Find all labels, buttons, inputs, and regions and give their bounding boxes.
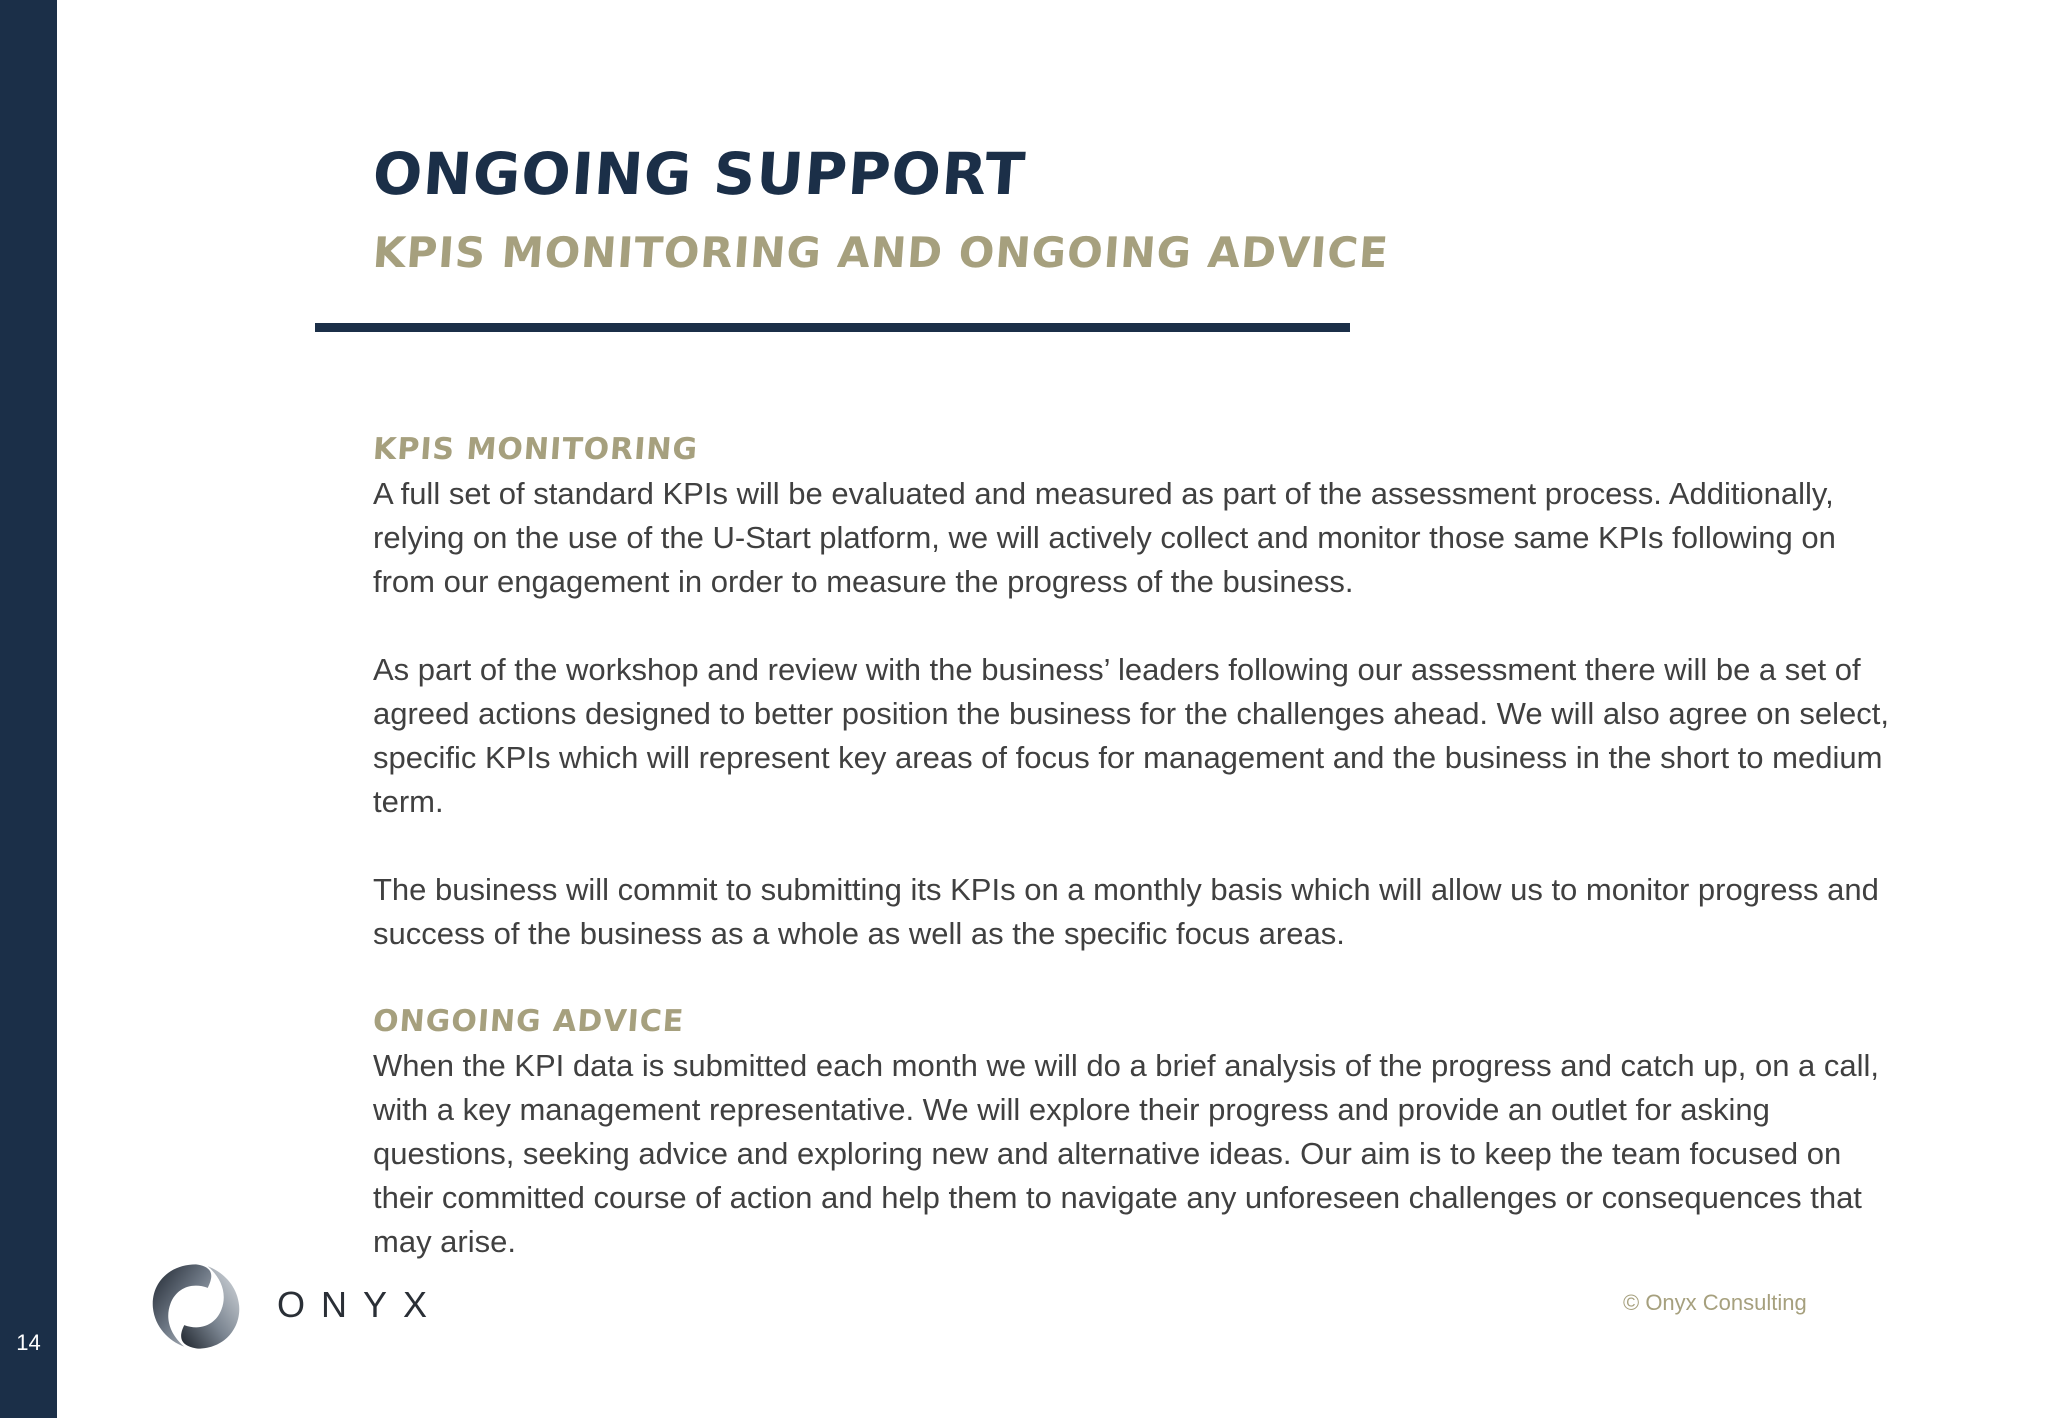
onyx-ring-logo-icon <box>147 1258 245 1353</box>
title-divider <box>315 323 1350 332</box>
page-title: ONGOING SUPPORT <box>370 140 1028 208</box>
page-subtitle: KPIS MONITORING AND ONGOING ADVICE <box>371 228 1391 277</box>
paragraph-kpis-2: As part of the workshop and review with the business’ leaders following our assessment there will be a set of agreed actions designed to better position the business for the challenges ahead. We will also agree on select, specific KPIs which will represent key areas of focus for management and the business in the short to medium term. <box>373 652 1889 819</box>
section-heading-kpis-monitoring: KPIS MONITORING <box>371 432 700 467</box>
page-number: 14 <box>16 1330 41 1355</box>
paragraph-kpis-1: A full set of standard KPIs will be evaluated and measured as part of the assessment process. Additionally, relying on the use of the U-Start platform, we will actively collect and monitor those same KPIs following on from our engagement in order to measure the progress of the business. <box>373 476 1836 599</box>
main-content <box>373 428 1893 1264</box>
logo-wordmark: ONYX <box>277 1284 444 1325</box>
copyright-notice: © Onyx Consulting <box>1623 1290 1807 1315</box>
side-bar <box>0 0 57 1418</box>
paragraph-advice-1: When the KPI data is submitted each month we will do a brief analysis of the progress and catch up, on a call, with a key management representative. We will explore their progress and provide an outlet for asking questions, seeking advice and exploring new and alternative ideas. Our aim is to keep the team focused on their committed course of action and help them to navigate any unforeseen challenges or consequences that may arise. <box>373 1048 1880 1259</box>
onyx-logo <box>147 1258 447 1353</box>
section-heading-ongoing-advice: ONGOING ADVICE <box>371 1004 686 1039</box>
paragraph-kpis-3: The business will commit to submitting its KPIs on a monthly basis which will allow us to monitor progress and success of the business as a whole as well as the specific focus areas. <box>373 872 1879 951</box>
